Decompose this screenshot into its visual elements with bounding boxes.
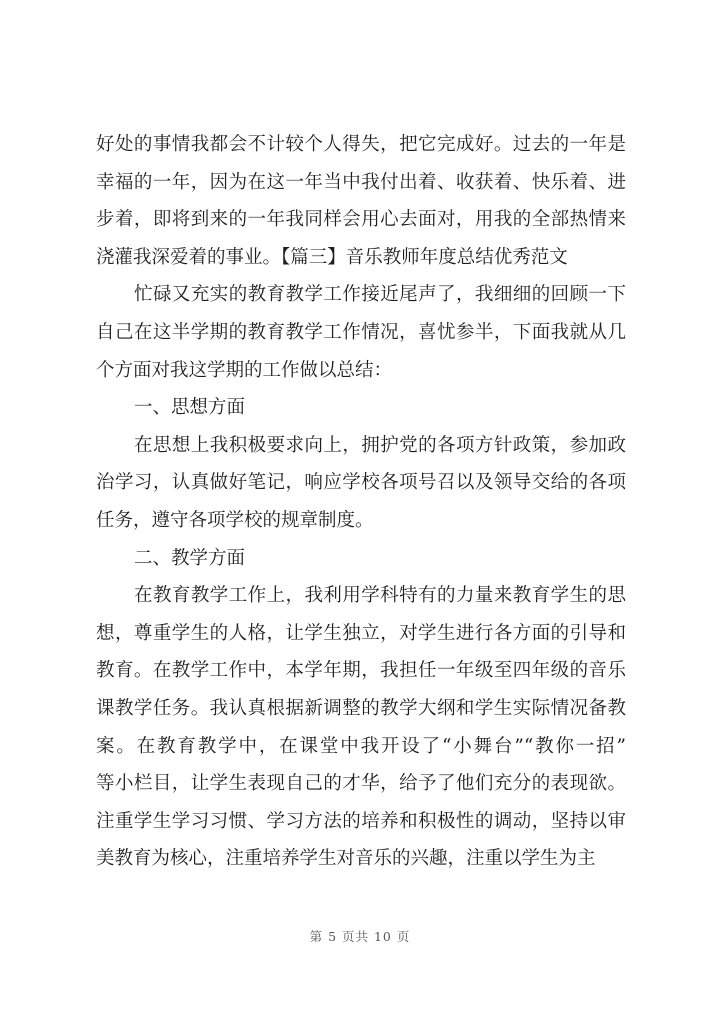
body-line: 注重学生学习习惯、学习方法的培养和积极性的调动，坚持以审 [96, 810, 626, 832]
body-line: 治学习，认真做好笔记，响应学校各项号召以及领导交给的各项 [96, 472, 626, 494]
body-line: 步着，即将到来的一年我同样会用心去面对，用我的全部热情来 [96, 209, 626, 231]
section-heading: 一、思想方面 [134, 397, 246, 419]
body-line: 好处的事情我都会不计较个人得失，把它完成好。过去的一年是 [96, 134, 626, 155]
section-heading: 二、教学方面 [134, 547, 246, 569]
body-line: 在教育教学工作上，我利用学科特有的力量来教育学生的思 [134, 585, 626, 607]
document-body [96, 126, 626, 878]
body-line: 美教育为核心，注重培养学生对音乐的兴趣，注重以学生为主 [96, 848, 596, 870]
body-line: 个方面对我这学期的工作做以总结： [96, 359, 393, 381]
body-line: 幸福的一年，因为在这一年当中我付出着、收获着、快乐着、进 [96, 171, 626, 193]
body-line: 等小栏目，让学生表现自己的才华，给予了他们充分的表现欲。 [96, 773, 626, 795]
body-line: 自己在这半学期的教育教学工作情况，喜忧参半，下面我就从几 [96, 321, 626, 343]
body-line: 在思想上我积极要求向上，拥护党的各项方针政策，参加政 [134, 434, 626, 456]
page-footer: 第 5 页共 10 页 [309, 929, 411, 944]
body-line: 浇灌我深爱着的事业。【篇三】音乐教师年度总结优秀范文 [96, 246, 568, 268]
body-line: 任务，遵守各项学校的规章制度。 [96, 509, 374, 531]
body-line: 教育。在教学工作中，本学年期，我担任一年级至四年级的音乐 [96, 660, 626, 682]
body-line: 案。在教育教学中，在课堂中我开设了“小舞台”“教你一招” [96, 735, 626, 757]
body-line: 想，尊重学生的人格，让学生独立，对学生进行各方面的引导和 [96, 622, 626, 644]
body-line: 课教学任务。我认真根据新调整的教学大纲和学生实际情况备教 [96, 697, 626, 719]
body-line: 忙碌又充实的教育教学工作接近尾声了，我细细的回顾一下 [134, 284, 626, 306]
